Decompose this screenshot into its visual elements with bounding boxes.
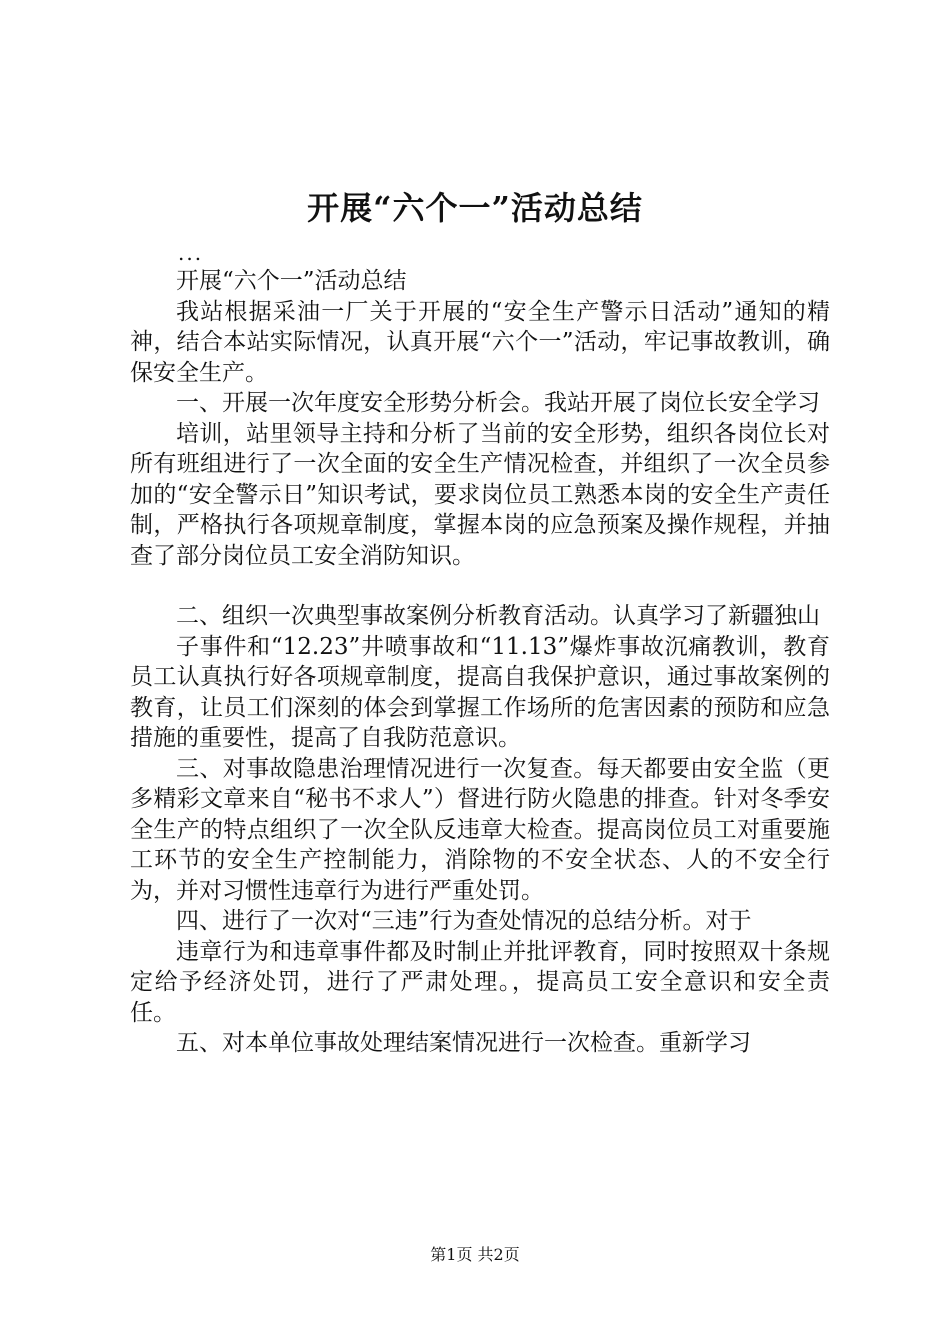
page-number-footer: 第1页 共2页 (430, 1245, 520, 1264)
paragraph-section-1-heading: 一、开展一次年度安全形势分析会。我站开展了岗位长安全学习 (176, 390, 820, 416)
paragraph-section-2-heading: 二、组织一次典型事故案例分析教育活动。认真学习了新疆独山 (176, 603, 820, 629)
ellipsis-marker: ... (178, 241, 204, 265)
paragraph-section-3: 三、对事故隐患治理情况进行一次复查。每天都要由安全监（更多精彩文章来自“秘书不求人”）督进行防火隐患的排查。针对冬季安全生产的特点组织了一次全队反违章大检查。提高岗位员工对重要施工环节的安全生产控制能力，消除物的不安全状态、人的不安全行为，并对习惯性违章行为进行严重处罚。 (130, 755, 830, 904)
paragraph-gap (130, 571, 830, 601)
paragraph-section-1-body: 培训，站里领导主持和分析了当前的安全形势，组织各岗位长对所有班组进行了一次全面的安全生产情况检查，并组织了一次全员参加的“安全警示日”知识考试，要求岗位员工熟悉本岗的安全生产责任制，严格执行各项规章制度，掌握本岗的应急预案及操作规程，并抽查了部分岗位员工安全消防知识。 (130, 420, 830, 569)
paragraph-section-2-body: 子事件和“12.23”井喷事故和“11.13”爆炸事故沉痛教训，教育员工认真执行好各项规章制度，提高自我保护意识，通过事故案例的教育，让员工们深刻的体会到掌握工作场所的危害因素的预防和应急措施的重要性，提高了自我防范意识。 (130, 633, 830, 751)
paragraph-intro: 我站根据采油一厂关于开展的“安全生产警示日活动”通知的精神，结合本站实际情况，认真开展“六个一”活动，牢记事故教训，确保安全生产。 (130, 298, 830, 386)
document-title: 开展“六个一”活动总结 (307, 189, 643, 227)
document-body (130, 266, 830, 1059)
paragraph-section-4-body: 违章行为和违章事件都及时制止并批评教育，同时按照双十条规定给予经济处罚，进行了严肃处理。，提高员工安全意识和安全责任。 (130, 938, 830, 1026)
paragraph-section-4-heading: 四、进行了一次对“三违”行为查处情况的总结分析。对于 (176, 908, 752, 934)
paragraph-section-5-heading: 五、对本单位事故处理结案情况进行一次检查。重新学习 (176, 1030, 751, 1056)
paragraph-subtitle: 开展“六个一”活动总结 (176, 268, 407, 294)
